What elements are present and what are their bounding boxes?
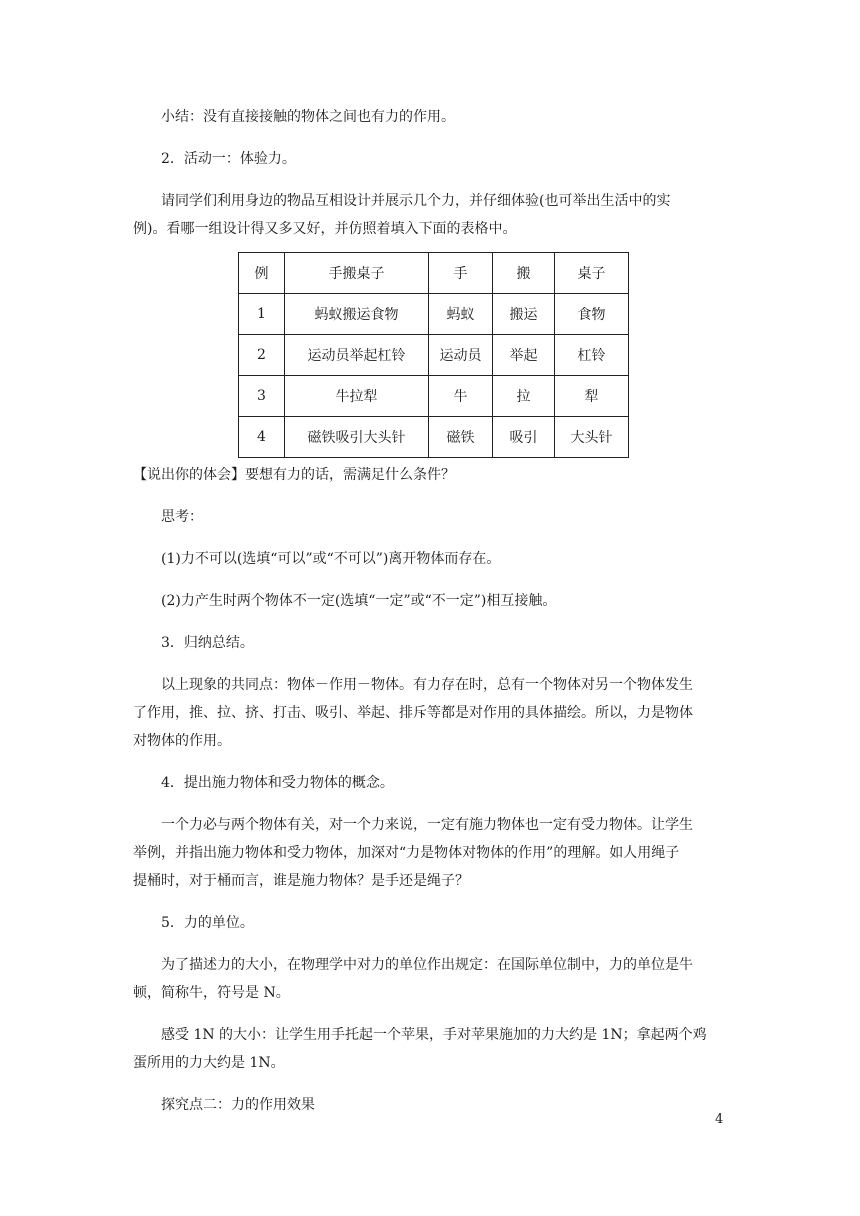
table-row <box>239 294 629 335</box>
table-cell: 2 <box>239 335 285 376</box>
table-row <box>239 417 629 458</box>
think-label: 思考： <box>161 509 203 525</box>
table-cell: 犁 <box>555 376 629 417</box>
concept-body-line-3: 提桶时，对于桶而言，谁是施力物体？是手还是绳子？ <box>133 873 469 889</box>
table-row <box>239 376 629 417</box>
concept-body-line-1: 一个力必与两个物体有关，对一个力来说，一定有施力物体也一定有受力物体。让学生 <box>161 817 693 833</box>
table-cell: 4 <box>239 417 285 458</box>
table-cell: 牛 <box>429 376 493 417</box>
force-examples-table <box>238 252 629 458</box>
activity-instruction-line-1: 请同学们利用身边的物品互相设计并展示几个力，并仔细体验(也可举出生活中的实 <box>161 193 671 209</box>
table-cell: 牛拉犁 <box>285 376 429 417</box>
unit-heading: 5．力的单位。 <box>161 915 254 931</box>
activity-heading: 2．活动一：体验力。 <box>161 151 296 167</box>
table-row <box>239 253 629 294</box>
think-item-2: (2)力产生时两个物体不一定(选填“一定”或“不一定”)相互接触。 <box>161 593 557 609</box>
table-cell: 搬运 <box>493 294 555 335</box>
table-cell: 吸引 <box>493 417 555 458</box>
table-cell: 蚂蚁搬运食物 <box>285 294 429 335</box>
summary-body-line-1: 以上现象的共同点：物体－作用－物体。有力存在时，总有一个物体对另一个物体发生 <box>161 677 693 693</box>
activity-instruction-line-2: 例)。看哪一组设计得又多又好，并仿照着填入下面的表格中。 <box>133 221 517 237</box>
unit-body-line-2: 顿，简称牛，符号是 N。 <box>133 985 290 1001</box>
table-cell: 搬 <box>493 253 555 294</box>
table-cell: 手搬桌子 <box>285 253 429 294</box>
concept-body-line-2: 举例，并指出施力物体和受力物体，加深对“力是物体对物体的作用”的理解。如人用绳子 <box>133 845 680 861</box>
table-cell: 蚂蚁 <box>429 294 493 335</box>
table-cell: 食物 <box>555 294 629 335</box>
table-row <box>239 335 629 376</box>
unit-body-line-1: 为了描述力的大小，在物理学中对力的单位作出规定：在国际单位制中，力的单位是牛 <box>161 957 693 973</box>
table-cell: 杠铃 <box>555 335 629 376</box>
table-cell: 举起 <box>493 335 555 376</box>
table-cell: 大头针 <box>555 417 629 458</box>
concept-heading: 4．提出施力物体和受力物体的概念。 <box>161 775 394 791</box>
table-cell: 运动员举起杠铃 <box>285 335 429 376</box>
summary-heading: 3．归纳总结。 <box>161 635 254 651</box>
summary-body-line-2: 了作用，推、拉、挤、打击、吸引、举起、排斥等都是对作用的具体描绘。所以，力是物体 <box>133 705 693 721</box>
table-cell: 3 <box>239 376 285 417</box>
table-cell: 磁铁吸引大头针 <box>285 417 429 458</box>
table-cell: 运动员 <box>429 335 493 376</box>
summary-paragraph: 小结：没有直接接触的物体之间也有力的作用。 <box>161 109 455 125</box>
feel-1n-line-1: 感受 1N 的大小：让学生用手托起一个苹果，手对苹果施加的力大约是 1N；拿起两个鸡 <box>161 1027 707 1043</box>
table-cell: 桌子 <box>555 253 629 294</box>
summary-body-line-3: 对物体的作用。 <box>133 733 231 749</box>
table-cell: 磁铁 <box>429 417 493 458</box>
experience-question: 【说出你的体会】要想有力的话，需满足什么条件？ <box>133 467 455 483</box>
table-cell: 1 <box>239 294 285 335</box>
table-cell: 手 <box>429 253 493 294</box>
explore-point-heading: 探究点二：力的作用效果 <box>161 1097 315 1113</box>
table-cell: 例 <box>239 253 285 294</box>
feel-1n-line-2: 蛋所用的力大约是 1N。 <box>133 1055 285 1071</box>
page-number: 4 <box>715 1112 724 1127</box>
think-item-1: (1)力不可以(选填“可以”或“不可以”)离开物体而存在。 <box>161 551 501 567</box>
table-cell: 拉 <box>493 376 555 417</box>
